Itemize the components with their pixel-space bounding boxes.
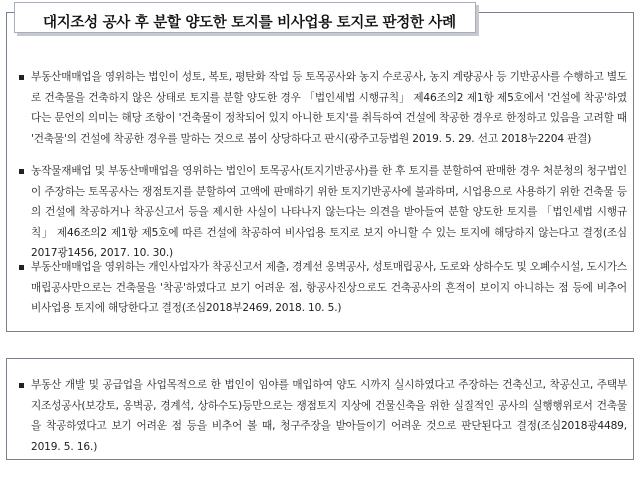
case-item-2 <box>31 161 627 264</box>
case-text-2: 농작물재배업 및 부동산매매업을 영위하는 법인이 토목공사(토지기반공사)를 한 후 토지를 분할하여 판매한 경우 처분청의 청구법인이 주장하는 토목공사는 쟁점토지를 분할하여 고액에 판매하기 위한 토지기반공사에 불과하며, 시업용으로 사용하기 위한 건축물 등의 건설에 착공하거나 착공신고서 등을 제시한 사실이 나타나지 않는다는 의견을 받아들여 분할 양도한 토지를 「법인세법 시행규칙」 제46조의2 제1항 제5호에 따른 건설에 착공하여 비사업용 토지로 보지 아니할 수 있는 토지에 해당하지 않는다고 결정(조심2017광1456, 2017. 10. 30.) <box>31 165 627 259</box>
bullet-square-icon <box>19 383 24 388</box>
case-text-3: 부동산매매업을 영위하는 개인사업자가 착공신고서 제출, 경계선 옹벽공사, 성토매립공사, 도로와 상하수도 및 오폐수시설, 도시가스매립공사만으로는 건축물을 '착공'하였다고 보기 어려운 점, 항공사진상으로도 건축공사의 흔적이 보이지 아니하는 점 등에 비추어 비사업용 토지에 해당한다고 결정(조심2018부2469, 2018. 10. 5.) <box>31 261 627 314</box>
bullet-square-icon <box>19 169 24 174</box>
case-item-3 <box>31 257 627 319</box>
title-tab <box>14 2 476 33</box>
case-item-1 <box>31 67 627 149</box>
case-item-4 <box>31 375 627 457</box>
bullet-square-icon <box>19 265 24 270</box>
page-title: 대지조성 공사 후 분할 양도한 토지를 비사업용 토지로 판정한 사례 <box>43 15 456 31</box>
case-text-4: 부동산 개발 및 공급업을 사업목적으로 한 법인이 임야를 매입하여 양도 시까지 실시하였다고 주장하는 건축신고, 착공신고, 주택부지조성공사(보강토, 옹벽공, 경계석, 상하수도)등만으로는 쟁점토지 지상에 건물신축을 위한 실질적인 공사의 실행행위로서 건축물을 착공하였다고 보기 어려운 점 등을 비추어 볼 때, 청구주장을 받아들이기 어려운 것으로 판단된다고 결정(조심2018광4489, 2019. 5. 16.) <box>31 379 627 453</box>
case-text-1: 부동산매매업을 영위하는 법인이 성토, 복토, 평탄화 작업 등 토목공사와 농지 수로공사, 농지 계량공사 등 기반공사를 수행하고 별도로 건축물을 건축하지 않은 상태로 토지를 분할 양도한 경우 「법인세법 시행규칙」 제46조의2 제1항 제5호에서 '건설에 착공'하였다는 문언의 의미는 해당 조항이 '건축물이 정착되어 있지 아니한 토지'를 취득하여 건설에 착공한 경우로 한정하고 있음을 고려할 때 '건축물'의 건설에 착공한 경우를 말하는 것으로 봄이 상당하다고 판시(광주고등법원 2019. 5. 29. 선고 2018누2204 판결) <box>31 71 627 145</box>
bullet-square-icon <box>19 75 24 80</box>
case-box-lower <box>6 358 634 460</box>
case-box-upper <box>6 12 634 332</box>
